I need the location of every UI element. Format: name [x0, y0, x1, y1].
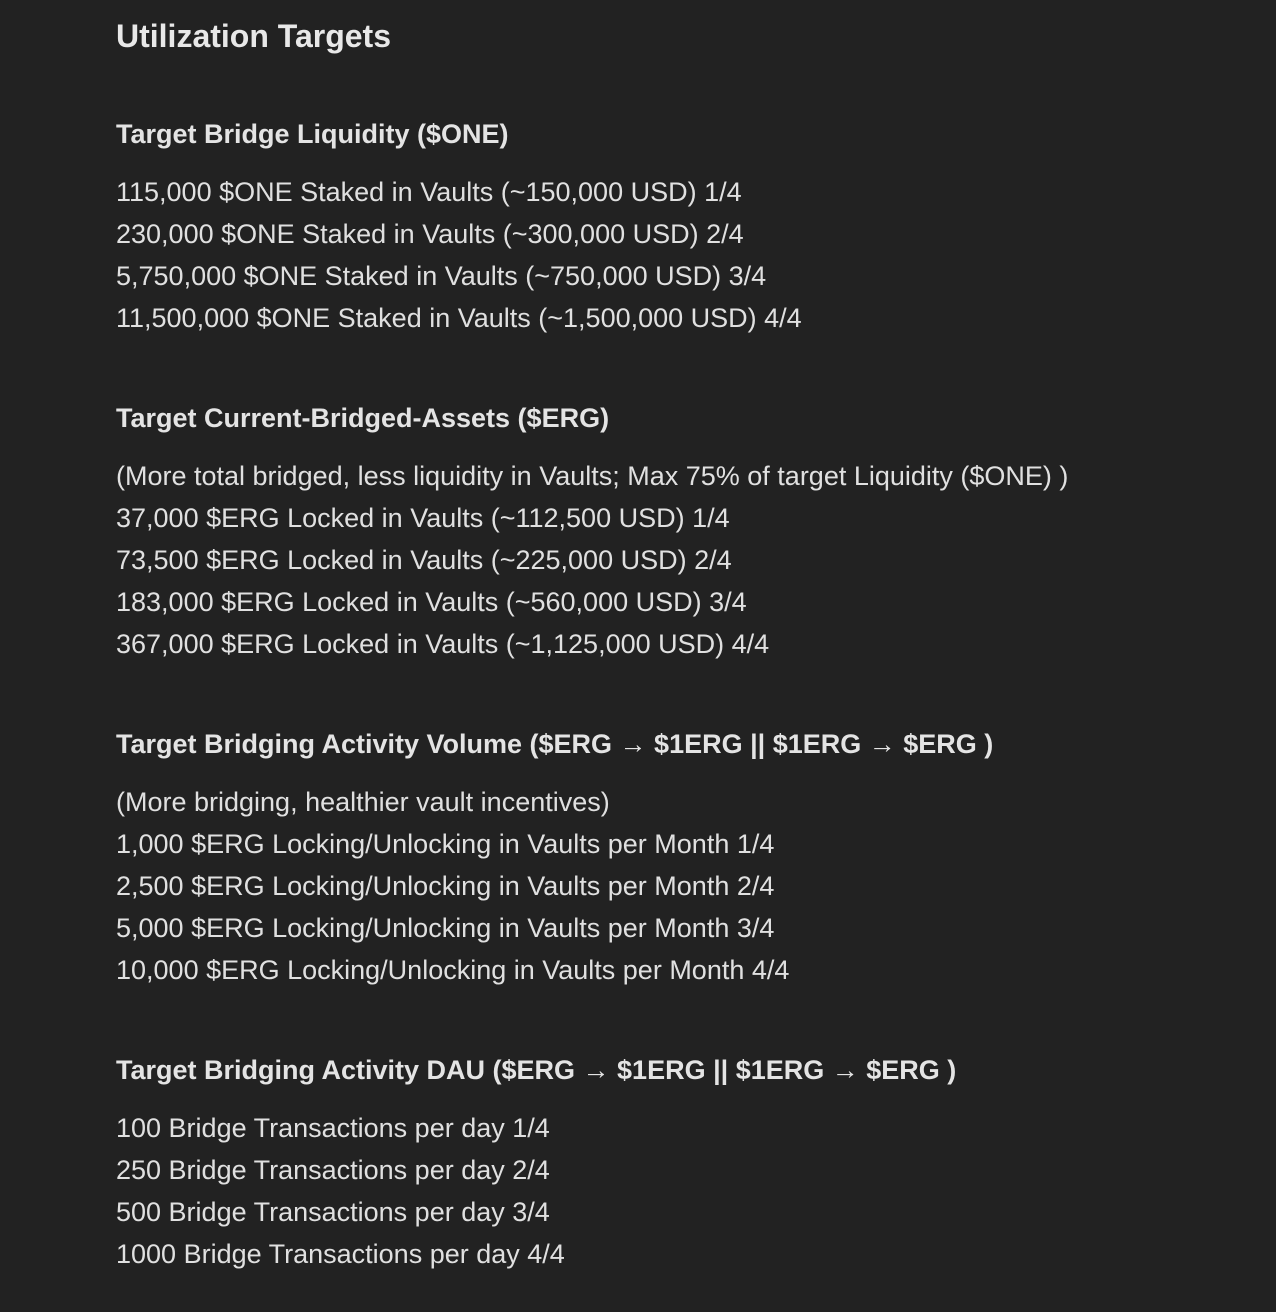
section-body: [116, 171, 1256, 339]
target-line: 100 Bridge Transactions per day 1/4: [116, 1113, 550, 1143]
section-body: [116, 1107, 1256, 1275]
target-line: 183,000 $ERG Locked in Vaults (~560,000 USD) 3/4: [116, 587, 747, 617]
target-line: 37,000 $ERG Locked in Vaults (~112,500 USD) 1/4: [116, 503, 730, 533]
section-body: [116, 455, 1256, 665]
section-bridge-liquidity: [116, 117, 1256, 339]
section-body: [116, 781, 1256, 991]
target-list: [116, 171, 1256, 339]
target-line: 115,000 $ONE Staked in Vaults (~150,000 USD) 1/4: [116, 177, 742, 207]
section-heading: Target Bridging Activity Volume ($ERG → $1ERG || $1ERG → $ERG ): [116, 729, 994, 759]
target-line: 11,500,000 $ONE Staked in Vaults (~1,500,000 USD) 4/4: [116, 303, 802, 333]
section-note: (More bridging, healthier vault incentives): [116, 787, 610, 817]
section-heading: Target Bridge Liquidity ($ONE): [116, 119, 509, 149]
target-line: 250 Bridge Transactions per day 2/4: [116, 1155, 550, 1185]
target-line: 367,000 $ERG Locked in Vaults (~1,125,000 USD) 4/4: [116, 629, 770, 659]
target-line: 5,000 $ERG Locking/Unlocking in Vaults per Month 3/4: [116, 913, 775, 943]
target-list: [116, 1107, 1256, 1275]
target-line: 5,750,000 $ONE Staked in Vaults (~750,000 USD) 3/4: [116, 261, 767, 291]
target-line: 2,500 $ERG Locking/Unlocking in Vaults per Month 2/4: [116, 871, 775, 901]
section-note: (More total bridged, less liquidity in Vaults; Max 75% of target Liquidity ($ONE) ): [116, 461, 1069, 491]
target-line: 500 Bridge Transactions per day 3/4: [116, 1197, 550, 1227]
page-title: Utilization Targets: [116, 18, 391, 54]
target-line: 10,000 $ERG Locking/Unlocking in Vaults per Month 4/4: [116, 955, 790, 985]
target-line: 1000 Bridge Transactions per day 4/4: [116, 1239, 565, 1269]
target-line: 230,000 $ONE Staked in Vaults (~300,000 USD) 2/4: [116, 219, 744, 249]
target-line: 1,000 $ERG Locking/Unlocking in Vaults per Month 1/4: [116, 829, 775, 859]
target-list: [116, 497, 1256, 665]
section-current-bridged-assets: [116, 401, 1256, 665]
section-bridging-activity-dau: [116, 1053, 1256, 1275]
section-bridging-activity-volume: [116, 727, 1256, 991]
target-list: [116, 823, 1256, 991]
section-heading: Target Current-Bridged-Assets ($ERG): [116, 403, 610, 433]
target-line: 73,500 $ERG Locked in Vaults (~225,000 USD) 2/4: [116, 545, 732, 575]
section-heading: Target Bridging Activity DAU ($ERG → $1ERG || $1ERG → $ERG ): [116, 1055, 957, 1085]
